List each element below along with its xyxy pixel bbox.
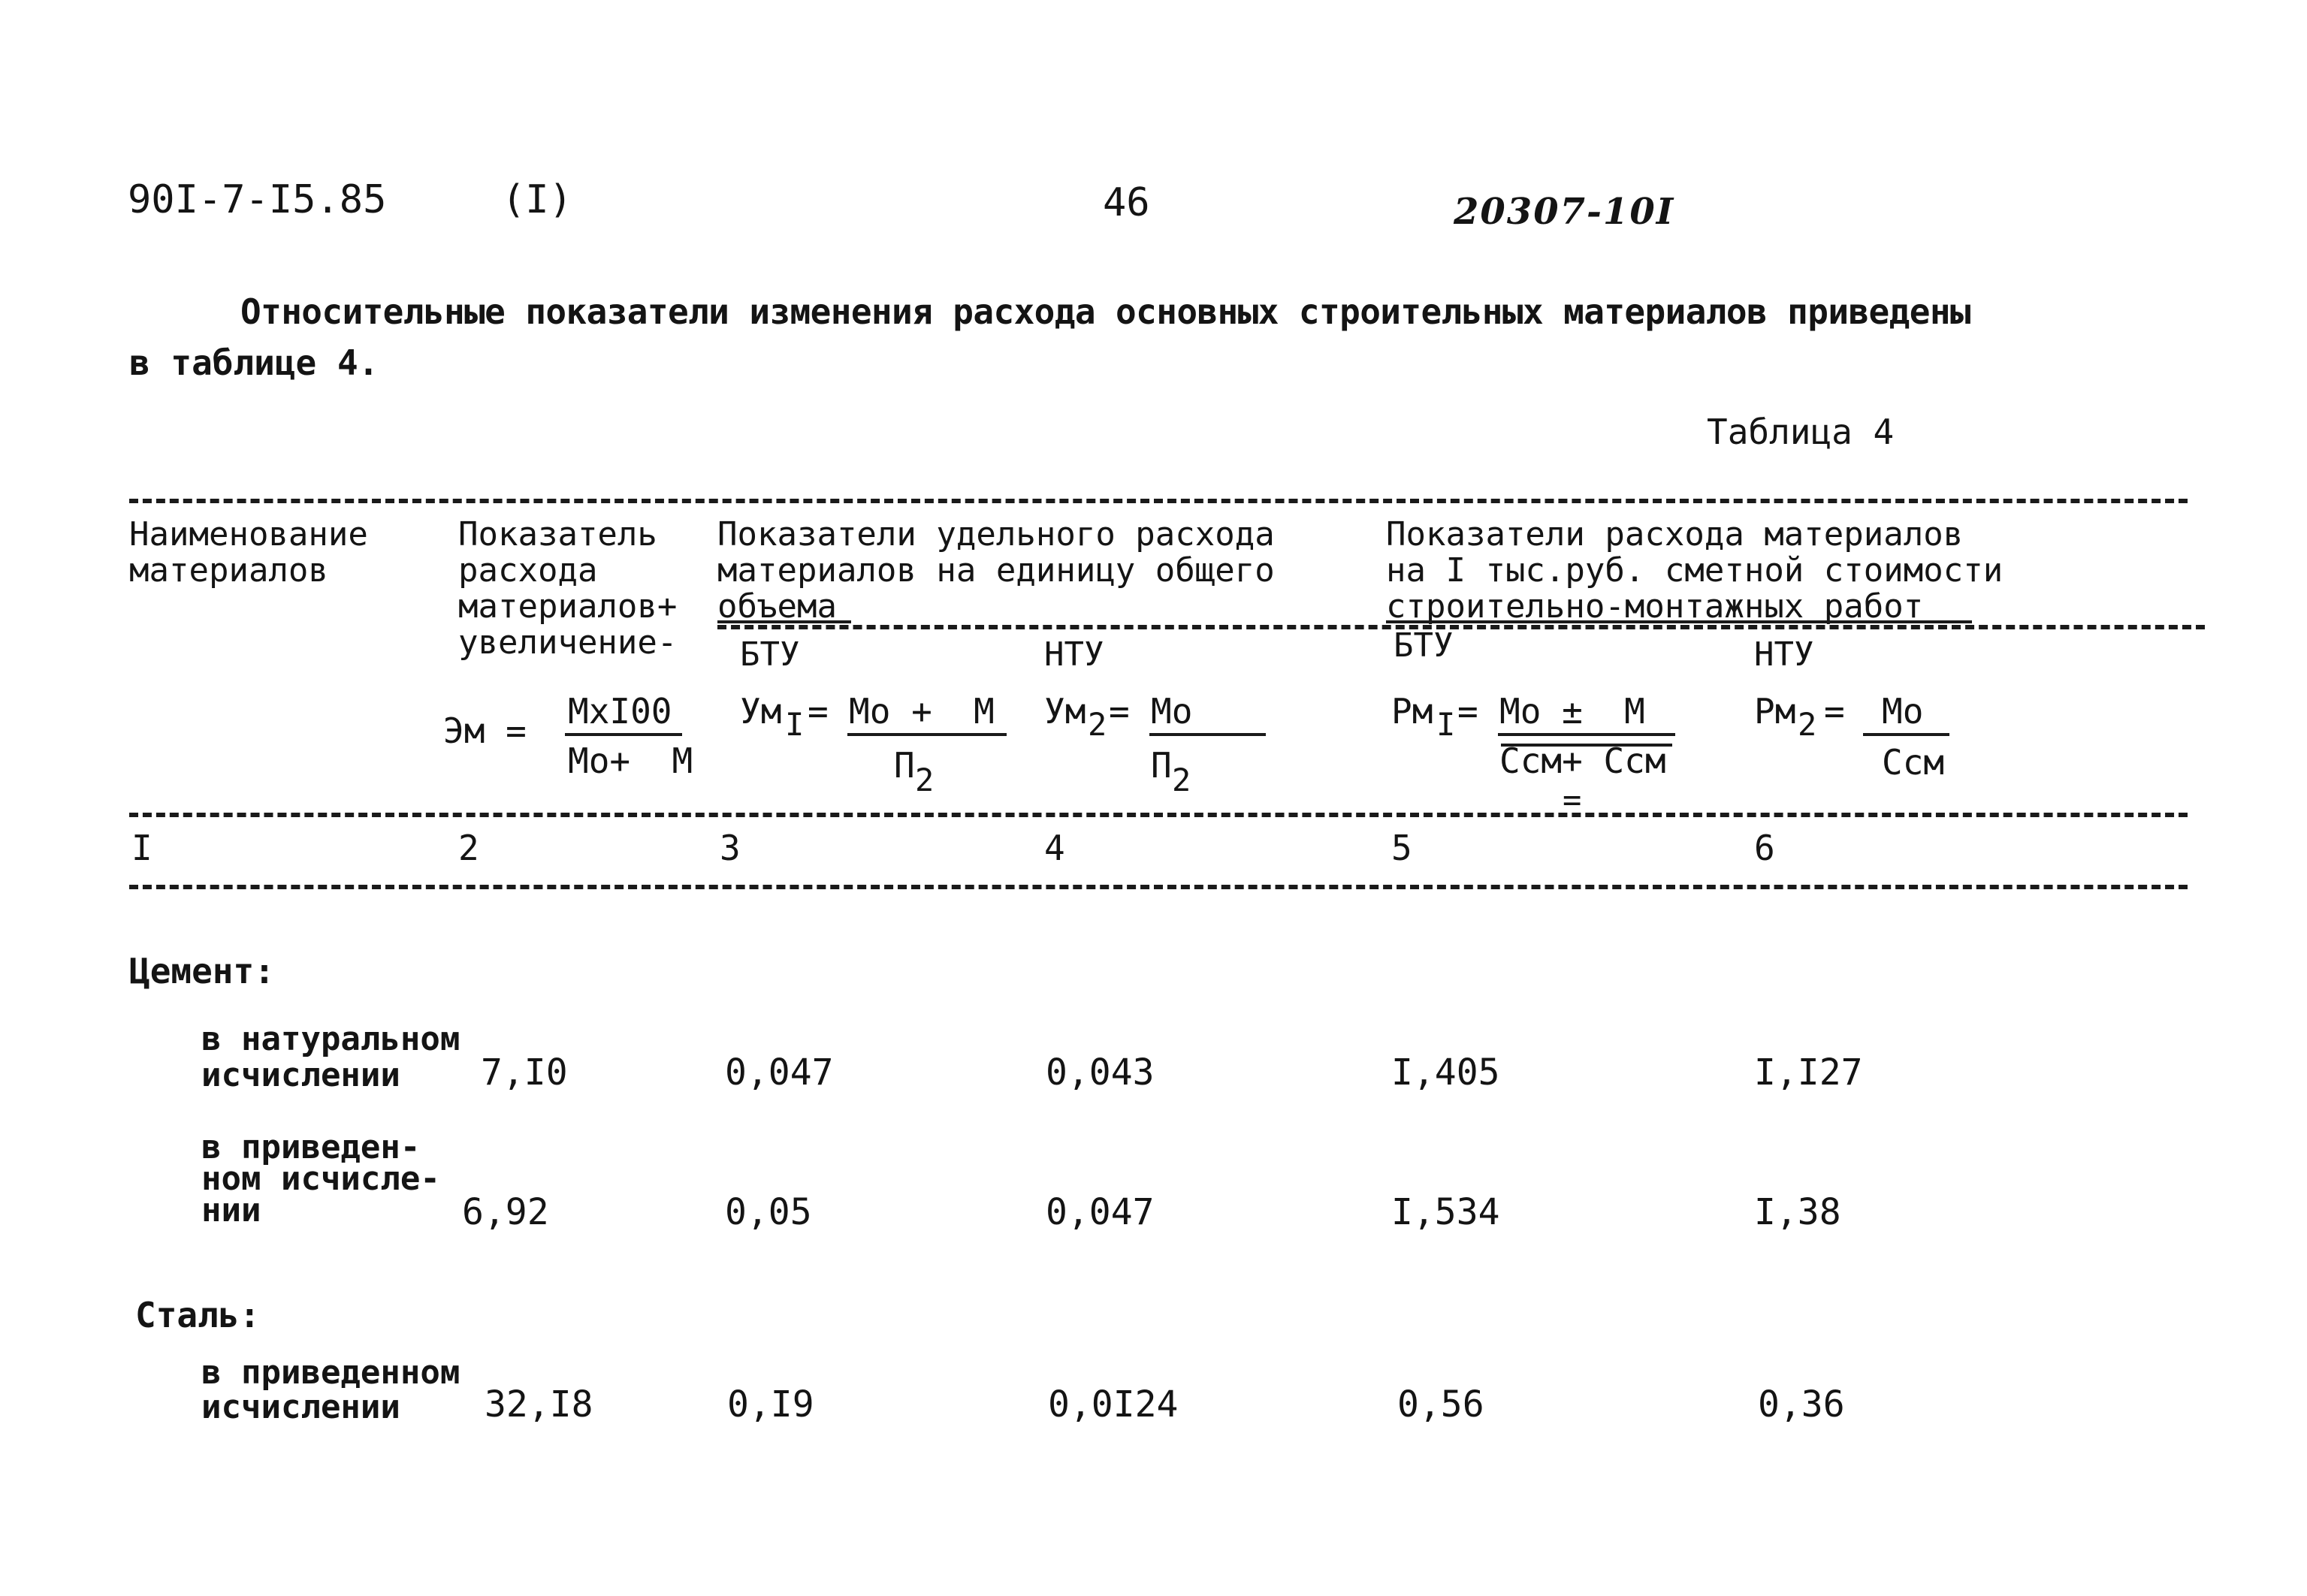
formula4-fraction-bar <box>1149 733 1266 736</box>
formula6-denominator: Ссм <box>1882 742 1945 783</box>
formula5-numerator: Мо ± М <box>1499 691 1645 732</box>
row-label-line2: исчислении <box>201 1056 400 1094</box>
formula4-lhs: Ум <box>1044 691 1086 732</box>
cell-value: 6,92 <box>462 1191 549 1233</box>
col2-header-line1: Показатель <box>458 515 657 554</box>
document-part: (I) <box>502 177 572 222</box>
group-name-cement: Цемент: <box>129 951 275 991</box>
column-numbers-bottom-rule <box>129 885 2188 889</box>
formula5-overline <box>1501 744 1672 747</box>
handwritten-code: 20307-10I <box>1454 191 1675 233</box>
col2-header-line3: материалов+ <box>458 587 678 626</box>
column-numbers-top-rule <box>129 813 2188 817</box>
col6-subheader-nty: НТУ <box>1754 635 1814 674</box>
formula2-fraction-bar <box>565 733 682 736</box>
formula3-denominator: П <box>894 745 915 786</box>
cell-value: 0,047 <box>1046 1191 1155 1233</box>
formula3-denominator-sub: 2 <box>915 762 935 798</box>
column-number-5: 5 <box>1391 828 1412 868</box>
row-label-line2: ном исчисле- <box>201 1160 440 1198</box>
group-name-steel: Сталь: <box>135 1295 261 1335</box>
column-number-4: 4 <box>1044 828 1065 868</box>
cell-value: I,38 <box>1754 1191 1841 1233</box>
cell-value: 0,05 <box>725 1191 812 1233</box>
col2-header-line2: расхода <box>458 551 598 590</box>
formula5-eq: = <box>1457 691 1478 732</box>
intro-line-2: в таблице 4. <box>129 342 379 383</box>
col1-header-line2: материалов <box>129 551 328 590</box>
col34-header-line3: объема <box>717 587 837 626</box>
col56-header-line3: строительно-монтажных работ <box>1386 587 1924 626</box>
page-number: 46 <box>1103 180 1150 225</box>
formula4-denominator: П <box>1151 745 1172 786</box>
cell-value: I,405 <box>1391 1051 1500 1094</box>
column-number-2: 2 <box>458 828 479 868</box>
formula3-lhs: Ум <box>740 691 782 732</box>
column-number-1: I <box>131 828 152 868</box>
cell-value: 0,56 <box>1397 1383 1484 1426</box>
row-label-line2: исчислении <box>201 1388 400 1426</box>
row-label-line3: нии <box>201 1191 261 1229</box>
col2-header-line4: увеличение- <box>458 623 678 662</box>
cell-value: 32,I8 <box>485 1383 593 1426</box>
formula5-denominator: Ссм+ Ссм <box>1499 741 1666 781</box>
cell-value: 0,043 <box>1046 1051 1155 1094</box>
cell-value: 0,047 <box>725 1051 834 1094</box>
formula2-lhs: Эм = <box>443 711 527 751</box>
col34-header-underline <box>717 620 851 623</box>
formula5-fraction-bar <box>1498 733 1675 736</box>
subheader-rule <box>717 625 2205 629</box>
formula6-numerator: Мо <box>1882 691 1924 732</box>
col34-header-line1: Показатели удельного расхода <box>717 515 1275 554</box>
formula6-eq: = <box>1824 691 1845 732</box>
formula2-numerator: МхI00 <box>568 691 672 732</box>
formula4-denominator-sub: 2 <box>1172 762 1191 798</box>
col56-header-underline <box>1386 620 1972 623</box>
cell-value: 7,I0 <box>481 1051 568 1094</box>
formula2-denominator: Мо+ М <box>568 741 693 781</box>
table-top-rule <box>129 499 2188 503</box>
formula3-lhs-sub: I <box>785 706 805 743</box>
formula6-lhs: Рм <box>1754 691 1796 732</box>
cell-value: I,I27 <box>1754 1051 1863 1094</box>
table-caption: Таблица 4 <box>1707 412 1895 452</box>
column-number-6: 6 <box>1754 828 1775 868</box>
formula4-lhs-sub: 2 <box>1088 706 1107 743</box>
col1-header-line1: Наименование <box>129 515 368 554</box>
col34-header-line2: материалов на единицу общего <box>717 551 1275 590</box>
cell-value: I,534 <box>1391 1191 1500 1233</box>
formula4-eq: = <box>1109 691 1130 732</box>
document-code: 90I-7-I5.85 <box>128 177 387 222</box>
cell-value: 0,I9 <box>727 1383 814 1426</box>
row-label-line1: в натуральном <box>201 1020 460 1058</box>
row-label-line1: в приведен- <box>201 1128 421 1166</box>
formula3-fraction-bar <box>847 733 1007 736</box>
formula3-eq: = <box>808 691 829 732</box>
formula3-numerator: Мо + М <box>849 691 995 732</box>
formula5-extra-eq: = <box>1563 781 1582 818</box>
formula5-lhs-sub: I <box>1436 706 1456 743</box>
formula6-fraction-bar <box>1863 733 1949 736</box>
col56-header-line1: Показатели расхода материалов <box>1386 515 1964 554</box>
formula4-numerator: Мо <box>1151 691 1193 732</box>
cell-value: 0,36 <box>1758 1383 1845 1426</box>
col4-subheader-nty: НТУ <box>1044 635 1104 674</box>
row-label-line1: в приведенном <box>201 1353 460 1392</box>
column-number-3: 3 <box>720 828 741 868</box>
col5-subheader-bty: БТУ <box>1394 626 1454 665</box>
cell-value: 0,0I24 <box>1048 1383 1179 1426</box>
formula6-lhs-sub: 2 <box>1798 706 1817 743</box>
formula5-lhs: Рм <box>1391 691 1433 732</box>
col56-header-line2: на I тыс.руб. сметной стоимости <box>1386 551 2004 590</box>
col3-subheader-bty: БТУ <box>740 635 800 674</box>
intro-line-1: Относительные показатели изменения расхода основных строительных материалов приведены <box>240 291 1971 332</box>
